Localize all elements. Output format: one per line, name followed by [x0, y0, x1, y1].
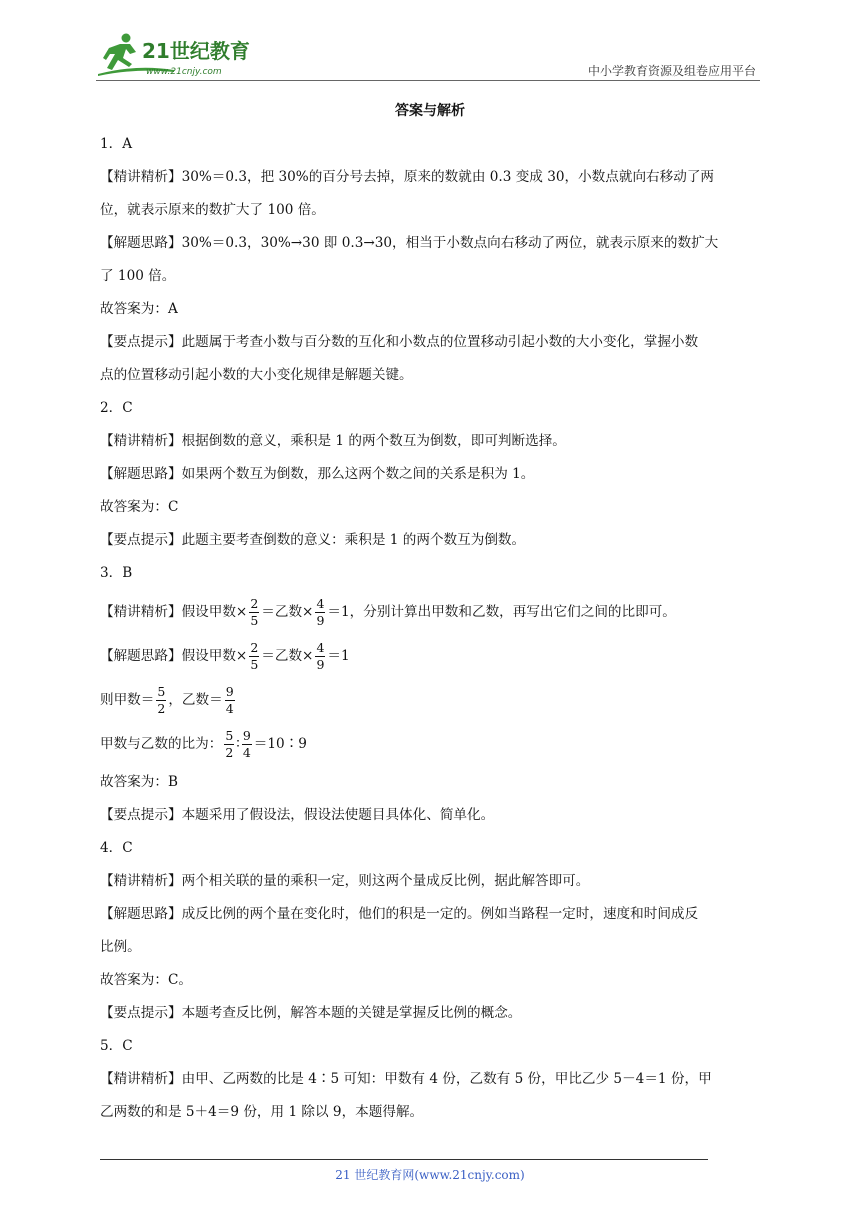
q3-answer [100, 557, 764, 590]
tip-text: 点的位置移动引起小数的大小变化规律是解题关键。 [100, 367, 413, 383]
q4-analysis [100, 865, 764, 898]
approach-tag: 【解题思路】 [100, 466, 182, 482]
section-title: 答案与解析 [395, 103, 465, 119]
fraction-two-fifths [249, 595, 259, 628]
q3-tip [100, 799, 764, 832]
logo-21cnjy [96, 30, 286, 78]
analysis-tag: 【精讲精析】 [100, 169, 182, 185]
analysis-tag: 【精讲精析】 [100, 873, 182, 889]
analysis-text: 由甲、乙两数的比是 4∶5 可知：甲数有 4 份，乙数有 5 份，甲比乙少 5－4＝1 份，甲 [181, 1071, 712, 1087]
q3-analysis [100, 590, 764, 634]
q3-final [100, 766, 764, 799]
fraction-numerator: 5 [224, 730, 234, 746]
fraction-denominator: 9 [316, 657, 325, 672]
q1-tip-line1 [100, 326, 764, 359]
tip-tag: 【要点提示】 [100, 334, 182, 350]
q5-answer [100, 1030, 764, 1063]
fraction-four-ninths [315, 595, 325, 628]
page-footer: 21 世纪教育网(www.21cnjy.com) [335, 1168, 525, 1182]
fraction-numerator: 4 [315, 598, 325, 614]
fraction-numerator: 4 [315, 642, 325, 658]
q2-tip [100, 524, 764, 557]
fraction-denominator: 5 [250, 657, 259, 672]
fraction-numerator: 9 [242, 730, 252, 746]
q4-final [100, 964, 764, 997]
solution-text: ＝10∶9 [253, 736, 307, 752]
header-divider [96, 80, 760, 81]
solution-text: 则甲数＝ [100, 692, 155, 708]
q1-tip-line2 [100, 359, 764, 392]
fraction-five-halves [224, 727, 234, 760]
answer-content [100, 128, 764, 1129]
q4-tip [100, 997, 764, 1030]
final-answer: 故答案为：A [100, 301, 178, 317]
approach-text: 了 100 倍。 [100, 268, 176, 284]
q1-final [100, 293, 764, 326]
approach-text: 如果两个数互为倒数，那么这两个数之间的关系是积为 1。 [181, 466, 535, 482]
fraction-five-halves [156, 683, 166, 716]
q3-values [100, 678, 764, 722]
approach-text: 比例。 [100, 939, 141, 955]
approach-tag: 【解题思路】 [100, 906, 182, 922]
fraction-denominator: 4 [225, 701, 234, 716]
fraction-denominator: 4 [242, 745, 251, 760]
analysis-text: 两个相关联的量的乘积一定，则这两个量成反比例，据此解答即可。 [181, 873, 590, 889]
fraction-denominator: 9 [316, 613, 325, 628]
logo-wordmark: 21世纪教育 [142, 39, 250, 63]
approach-text: 30%＝0.3，30%→30 即 0.3→30，相当于小数点向右移动了两位，就表示原来的数扩大 [181, 235, 719, 251]
approach-text: 假设甲数× [181, 648, 248, 664]
analysis-tag: 【精讲精析】 [100, 604, 182, 620]
approach-text: ＝乙数× [261, 648, 314, 664]
fraction-nine-quarters [225, 683, 235, 716]
approach-tag: 【解题思路】 [100, 235, 182, 251]
q1-analysis-line1 [100, 161, 764, 194]
fraction-numerator: 5 [156, 686, 166, 702]
q4-approach-line2 [100, 931, 764, 964]
ratio-colon: ∶ [236, 736, 240, 752]
final-answer: 故答案为：B [100, 774, 178, 790]
q3-approach [100, 634, 764, 678]
fraction-numerator: 2 [249, 598, 259, 614]
tip-text: 本题考查反比例，解答本题的关键是掌握反比例的概念。 [181, 1005, 522, 1021]
page-header [96, 28, 760, 80]
footer-divider [100, 1159, 708, 1160]
analysis-tag: 【精讲精析】 [100, 1071, 182, 1087]
fraction-two-fifths [249, 639, 259, 672]
final-answer: 故答案为：C。 [100, 972, 192, 988]
fraction-denominator: 2 [157, 701, 166, 716]
q2-final [100, 491, 764, 524]
q5-analysis-line2 [100, 1096, 764, 1129]
answer-text: 5．C [100, 1038, 133, 1054]
tip-tag: 【要点提示】 [100, 1005, 182, 1021]
q3-ratio [100, 722, 764, 766]
approach-tag: 【解题思路】 [100, 648, 182, 664]
q4-answer [100, 832, 764, 865]
tip-tag: 【要点提示】 [100, 532, 182, 548]
logo-url: www.21cnjy.com [146, 67, 222, 77]
analysis-text: 位，就表示原来的数扩大了 100 倍。 [100, 202, 325, 218]
fraction-numerator: 2 [249, 642, 259, 658]
analysis-text: 根据倒数的意义，乘积是 1 的两个数互为倒数，即可判断选择。 [181, 433, 566, 449]
tip-text: 此题主要考查倒数的意义：乘积是 1 的两个数互为倒数。 [181, 532, 526, 548]
approach-text: 成反比例的两个量在变化时，他们的积是一定的。例如当路程一定时，速度和时间成反 [181, 906, 699, 922]
fraction-nine-quarters [242, 727, 252, 760]
q1-approach-line2 [100, 260, 764, 293]
platform-name: 中小学教育资源及组卷应用平台 [587, 64, 756, 78]
q1-answer [100, 128, 764, 161]
fraction-denominator: 5 [250, 613, 259, 628]
q4-approach-line1 [100, 898, 764, 931]
fraction-four-ninths [315, 639, 325, 672]
analysis-text: ＝乙数× [261, 604, 314, 620]
solution-text: 甲数与乙数的比为： [100, 736, 223, 752]
fraction-numerator: 9 [225, 686, 235, 702]
answer-text: 1．A [100, 136, 133, 152]
analysis-tag: 【精讲精析】 [100, 433, 182, 449]
final-answer: 故答案为：C [100, 499, 179, 515]
q5-analysis-line1 [100, 1063, 764, 1096]
analysis-text: 30%＝0.3，把 30%的百分号去掉，原来的数就由 0.3 变成 30，小数点就向右移动了两 [181, 169, 715, 185]
q1-analysis-line2 [100, 194, 764, 227]
answer-text: 3．B [100, 565, 133, 581]
tip-text: 此题属于考查小数与百分数的互化和小数点的位置移动引起小数的大小变化，掌握小数 [181, 334, 699, 350]
q2-approach [100, 458, 764, 491]
answer-text: 4．C [100, 840, 133, 856]
solution-text: ，乙数＝ [168, 692, 223, 708]
q1-approach-line1 [100, 227, 764, 260]
fraction-denominator: 2 [225, 745, 234, 760]
approach-text: ＝1 [327, 648, 350, 664]
tip-tag: 【要点提示】 [100, 807, 182, 823]
q2-answer [100, 392, 764, 425]
tip-text: 本题采用了假设法，假设法使题目具体化、简单化。 [181, 807, 495, 823]
answer-text: 2．C [100, 400, 133, 416]
analysis-text: ＝1，分别计算出甲数和乙数，再写出它们之间的比即可。 [327, 604, 676, 620]
q2-analysis [100, 425, 764, 458]
analysis-text: 假设甲数× [181, 604, 248, 620]
analysis-text: 乙两数的和是 5＋4＝9 份，用 1 除以 9，本题得解。 [100, 1104, 424, 1120]
